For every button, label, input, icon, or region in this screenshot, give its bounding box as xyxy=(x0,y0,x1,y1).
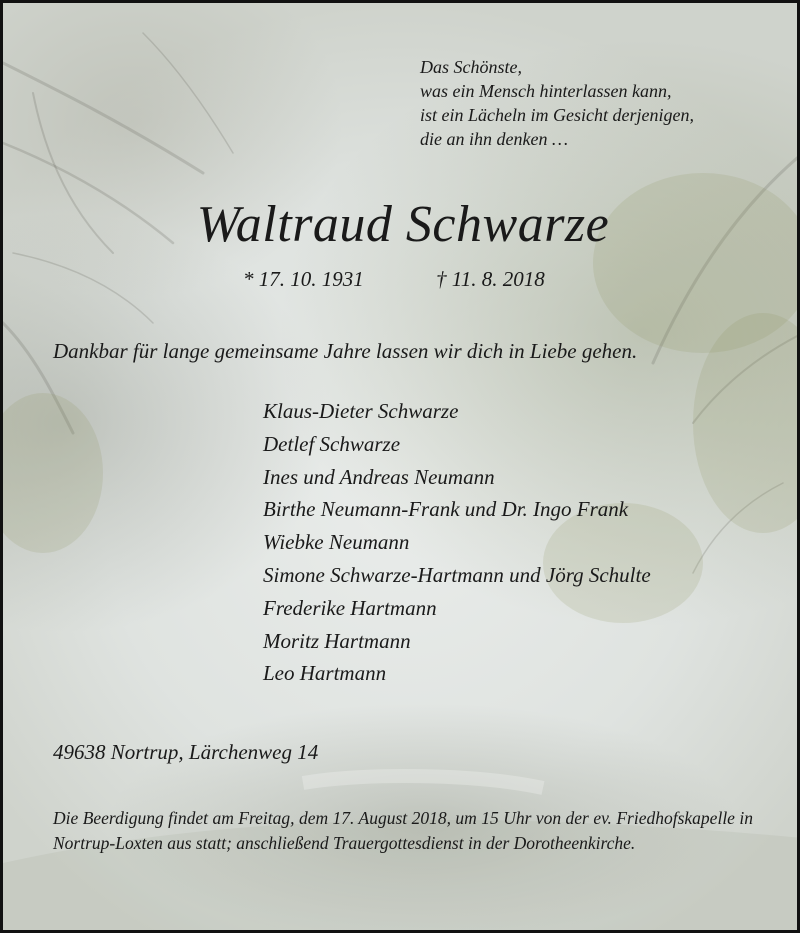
mourner-name: Frederike Hartmann xyxy=(263,595,437,620)
funeral-announcement: Die Beerdigung findet am Freitag, dem 17. August 2018, um 15 Uhr von der ev. Friedhofskapelle in Nortrup-Loxten aus statt; anschließend Trauergottesdienst in der Dorotheenkirche. xyxy=(53,808,753,853)
mourner-name: Ines und Andreas Neumann xyxy=(263,464,495,489)
birth-date: * 17. 10. 1931 xyxy=(243,267,364,291)
quote-line: was ein Mensch hinterlassen kann, xyxy=(420,81,672,101)
mourner-name: Detlef Schwarze xyxy=(263,431,401,456)
mourner-name: Wiebke Neumann xyxy=(263,530,410,555)
memorial-quote xyxy=(420,55,694,151)
quote-line: Das Schönste, xyxy=(420,57,522,77)
mourner-name: Moritz Hartmann xyxy=(263,628,411,653)
quote-line: die an ihn denken … xyxy=(420,129,568,149)
family-address: 49638 Nortrup, Lärchenweg 14 xyxy=(53,740,319,764)
death-date: † 11. 8. 2018 xyxy=(436,267,545,291)
mourners-list xyxy=(263,395,651,690)
mourner-name: Birthe Neumann-Frank und Dr. Ingo Frank xyxy=(263,497,629,522)
mourner-name: Klaus-Dieter Schwarze xyxy=(263,399,459,423)
mourner-name: Leo Hartmann xyxy=(263,661,387,686)
farewell-text: Dankbar für lange gemeinsame Jahre lassen wir dich in Liebe gehen. xyxy=(53,339,638,363)
quote-line: ist ein Lächeln im Gesicht derjenigen, xyxy=(420,105,694,125)
deceased-name: Waltraud Schwarze xyxy=(196,196,610,253)
mourner-name: Simone Schwarze-Hartmann und Jörg Schulte xyxy=(263,562,651,587)
